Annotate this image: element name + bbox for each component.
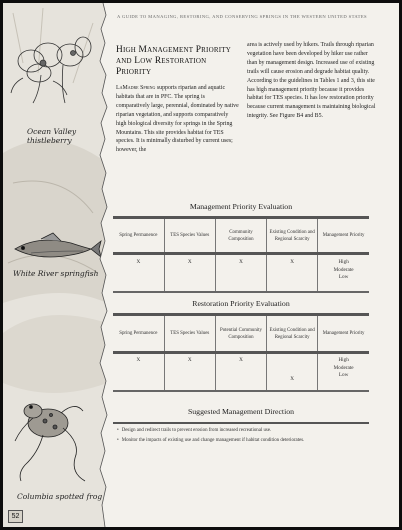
restoration-priority-table bbox=[113, 313, 369, 392]
header-cell: TES Species Values bbox=[164, 315, 215, 353]
header-cell: TES Species Values bbox=[164, 218, 215, 254]
mark-cell: X bbox=[113, 353, 164, 391]
text-column-left bbox=[116, 45, 240, 155]
caption-fish: White River springfish bbox=[13, 269, 99, 278]
mark-cell: X bbox=[113, 254, 164, 292]
header-cell: Community Composition bbox=[215, 218, 266, 254]
caption-frog: Columbia spotted frog bbox=[17, 492, 103, 501]
mark-cell: X bbox=[267, 254, 318, 292]
restoration-table-title: Restoration Priority Evaluation bbox=[192, 299, 290, 308]
header-cell: Management Priority bbox=[318, 315, 369, 353]
guidance-rule bbox=[113, 422, 369, 424]
caption-plant: Ocean Valley thistleberry bbox=[27, 127, 77, 145]
header-cell: Existing Condition and Regional Scarcity bbox=[267, 315, 318, 353]
guidance-title: Suggested Management Direction bbox=[187, 407, 295, 416]
management-priority-table bbox=[113, 216, 369, 293]
torn-edge bbox=[97, 3, 111, 527]
text-column-right bbox=[247, 41, 377, 121]
header-cell: Potential Community Composition bbox=[215, 315, 266, 353]
mark-cell: X bbox=[215, 353, 266, 391]
mark-cell: X bbox=[267, 353, 318, 391]
header-cell: Existing Condition and Regional Scarcity bbox=[267, 218, 318, 254]
page-number: 52 bbox=[8, 510, 23, 523]
header-cell: Spring Permanence bbox=[113, 315, 164, 353]
running-head: A GUIDE TO MANAGING, RESTORING, AND CONSERVING SPRINGS IN THE WESTERN UNITED STATES bbox=[117, 14, 367, 19]
list-item: • Design and redirect trails to prevent erosion from increased recreational use. bbox=[117, 426, 372, 436]
mark-cell: X bbox=[164, 353, 215, 391]
species-illustrations bbox=[3, 3, 107, 527]
list-item: • Monitor the impacts of existing use and change management if habitat condition deteriorates. bbox=[117, 436, 372, 446]
priority-cell: High Moderate Low bbox=[318, 254, 369, 292]
mark-cell: X bbox=[215, 254, 266, 292]
guidance-list bbox=[117, 426, 372, 446]
frog-illustration bbox=[15, 404, 85, 481]
document-page bbox=[3, 3, 399, 527]
body-paragraph-right: area is actively used by hikers. Trails through riparian vegetation have been developed by hiker use rather than by management design. Increased use of existing trails will cause erosion and degrade habitat quality. According to the guidelines in Tables 1 and 3, this site has high management priority because it provides habitat for TES species. It has low restoration priority because current management is maintaining biological integrity. See Figure B4 and B5. bbox=[247, 42, 376, 120]
lead-caps: LaMadre Spring bbox=[116, 85, 156, 91]
header-cell: Spring Permanence bbox=[113, 218, 164, 254]
section-title: High Management Priority and Low Restoration Priority bbox=[116, 45, 231, 77]
header-cell: Management Priority bbox=[318, 218, 369, 254]
priority-cell: High Moderate Low bbox=[318, 353, 369, 391]
illustration-strip bbox=[3, 3, 107, 527]
flower-illustration bbox=[11, 37, 91, 103]
body-paragraph-left: LaMadre Spring supports riparian and aquatic habitats that are in PFC. The spring is comparatively large, perennial, dominated by native riparian vegetation, and supports comparatively high biological diversity for springs in the Spring Mountains. This site provides habitat for TES species. It is minimally disturbed by current uses; however, the bbox=[116, 85, 239, 154]
mark-cell: X bbox=[164, 254, 215, 292]
management-table-title: Management Priority Evaluation bbox=[189, 202, 293, 211]
